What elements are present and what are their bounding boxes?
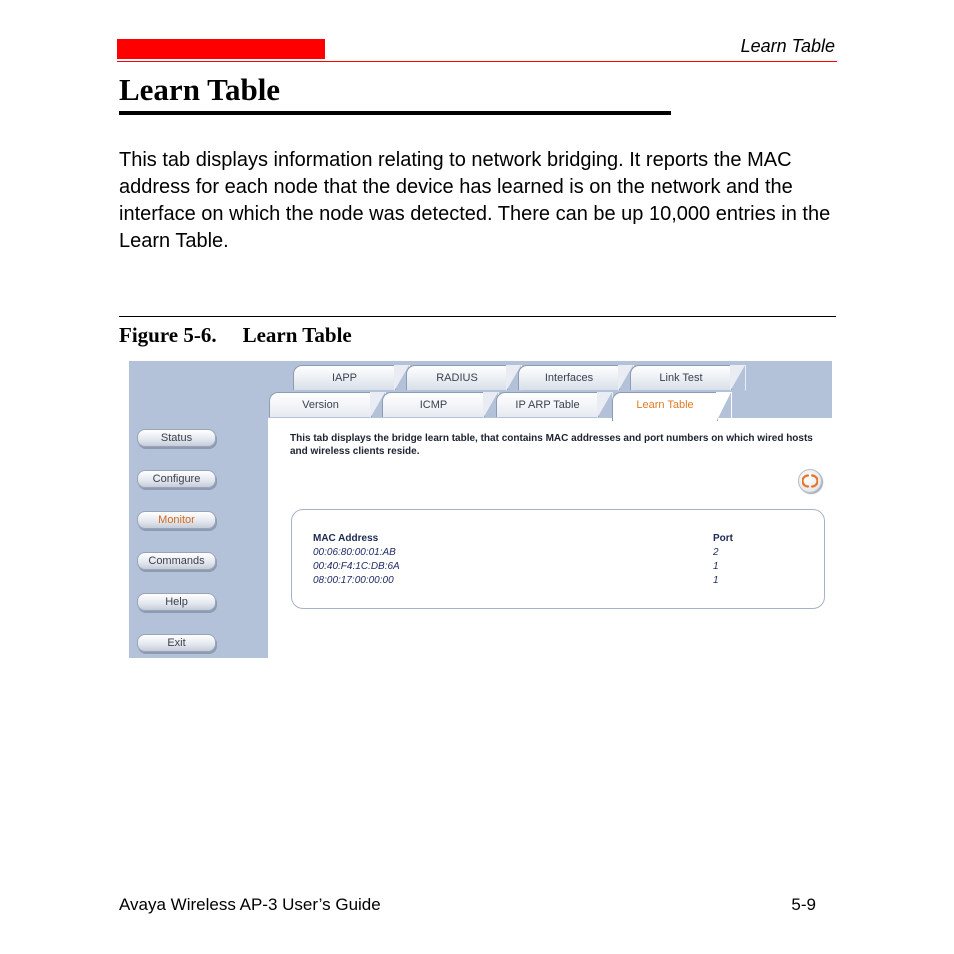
learn-table	[291, 509, 825, 609]
tab-ip-arp-table[interactable]: IP ARP Table	[496, 392, 599, 417]
refresh-icon[interactable]	[798, 469, 822, 493]
column-header-port: Port	[713, 533, 733, 544]
tab-interfaces[interactable]: Interfaces	[518, 365, 620, 390]
header-rule	[117, 61, 837, 62]
title-rule	[119, 111, 671, 115]
running-title: Learn Table	[740, 36, 835, 56]
table-row-mac: 00:06:80:00:01:AB	[313, 547, 396, 558]
table-row-port: 2	[713, 547, 719, 558]
footer-guide-title: Avaya Wireless AP-3 User’s Guide	[119, 895, 381, 914]
tab-iapp[interactable]: IAPP	[293, 365, 396, 390]
tab-icmp[interactable]: ICMP	[382, 392, 485, 417]
figure-label: Figure 5-6.	[119, 323, 217, 347]
tab-link-test[interactable]: Link Test	[630, 365, 732, 390]
body-paragraph: This tab displays information relating to network bridging. It reports the MAC address for each node that the device has learned is on the network and the interface on which the node was detected. There can be up 10,000 entries in the Learn Table.	[119, 149, 831, 252]
tab-learn-table[interactable]: Learn Table	[612, 392, 718, 421]
monitor-button[interactable]: Monitor	[137, 511, 216, 529]
table-row-port: 1	[713, 561, 719, 572]
footer-page-number: 5-9	[791, 895, 816, 914]
exit-button[interactable]: Exit	[137, 634, 216, 652]
table-row-mac: 08:00:17:00:00:00	[313, 575, 394, 586]
column-header-mac: MAC Address	[313, 533, 379, 544]
figure-rule	[119, 316, 836, 317]
tab-radius[interactable]: RADIUS	[406, 365, 508, 390]
commands-button[interactable]: Commands	[137, 552, 216, 570]
header-red-bar	[117, 39, 325, 59]
figure-caption	[119, 323, 352, 348]
screenshot-description: This tab displays the bridge learn table, that contains MAC addresses and port numbers on which wired hosts and wireless clients reside.	[290, 433, 813, 457]
help-button[interactable]: Help	[137, 593, 216, 611]
figure-title: Learn Table	[242, 323, 352, 347]
table-row-port: 1	[713, 575, 719, 586]
table-row-mac: 00:40:F4:1C:DB:6A	[313, 561, 400, 572]
configure-button[interactable]: Configure	[137, 470, 216, 488]
section-title: Learn Table	[119, 72, 281, 107]
learn-table-screenshot	[129, 361, 832, 658]
status-button[interactable]: Status	[137, 429, 216, 447]
tab-version[interactable]: Version	[269, 392, 372, 417]
sidebar	[129, 361, 268, 658]
tab-strip	[268, 361, 832, 418]
